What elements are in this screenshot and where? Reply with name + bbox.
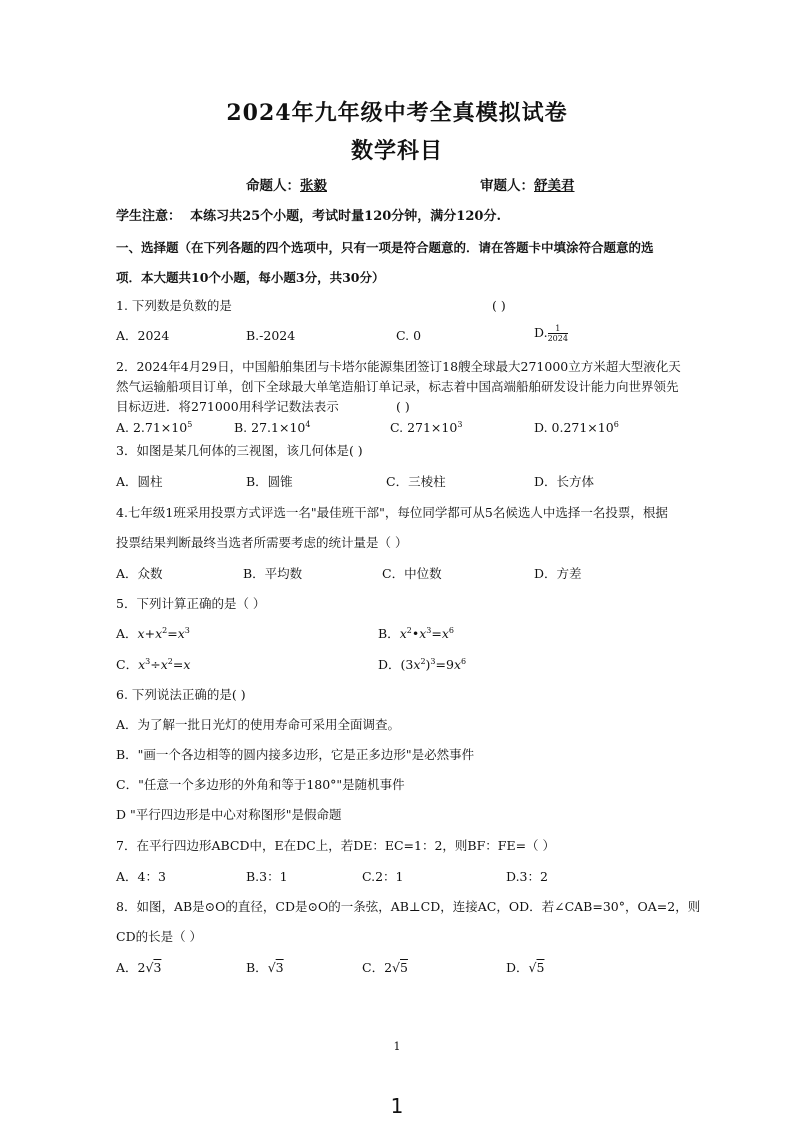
q1-fraction-den: 2024	[547, 334, 568, 343]
reviewer-label: 审题人：	[480, 178, 534, 194]
q2-option-a	[116, 420, 192, 436]
q6-stem: 6. 下列说法正确的是( )	[116, 687, 246, 702]
q7-option-a: A．4：3	[116, 869, 166, 884]
q8-option-d-label: D．	[506, 960, 529, 975]
q4-line1: 4.七年级1班采用投票方式评选一名"最佳班干部"，每位同学都可从5名候选人中选择一名投票，根据	[116, 505, 668, 520]
author-line	[246, 178, 327, 194]
q1-fraction-num: 1	[548, 324, 568, 334]
author-label: 命题人：	[246, 178, 300, 194]
notice-line	[116, 209, 501, 225]
q8-option-b: B．√3	[246, 960, 284, 975]
q8-option-c-radicand: 5	[400, 960, 408, 975]
q2-option-c-text: C. 271×10	[390, 420, 458, 435]
q1-paren: ( )	[492, 298, 506, 313]
q1-option-b: B.-2024	[246, 328, 296, 343]
q7-option-d: D.3：2	[506, 869, 548, 884]
q1-fraction	[548, 324, 568, 343]
q1-option-d	[534, 324, 568, 343]
q2-line1: 2．2024年4月29日，中国船舶集团与卡塔尔能源集团签订18艘全球最大271000立方米超大型液化天	[116, 359, 681, 374]
q8-option-a: A．2√3	[116, 960, 162, 975]
q8-option-a-label: A．2	[116, 960, 146, 975]
page-number-large: 1	[390, 1094, 404, 1118]
q5-option-b: B．$x^2•x^3=x^6$	[378, 625, 455, 641]
q3-option-b: B．圆锥	[246, 474, 293, 489]
q4-line2: 投票结果判断最终当选者所需要考虑的统计量是（ ）	[116, 535, 408, 550]
q5-option-a: A．$x+x^2=x^3$	[116, 625, 190, 641]
notice-text: 本练习共25个小题，考试时量120分钟，满分120分.	[190, 209, 501, 224]
q2-option-b-text: B. 27.1×10	[234, 420, 306, 435]
q2-option-a-exp: 5	[187, 419, 193, 429]
q5-option-a-label: A．	[116, 626, 138, 641]
q2-option-a-text: A. 2.71×10	[116, 420, 188, 435]
q6-option-a: A．为了解一批日光灯的使用寿命可采用全面调查。	[116, 717, 401, 732]
q2-option-d-text: D. 0.271×10	[534, 420, 614, 435]
q2-option-b-exp: 4	[305, 419, 311, 429]
q1-option-d-prefix: D.	[534, 325, 548, 340]
section1-line2: 项．本大题共10个小题，每小题3分，共30分）	[116, 270, 385, 285]
q4-option-d: D．方差	[534, 566, 582, 581]
notice-label: 学生注意：	[116, 209, 182, 224]
q3-option-d: D．长方体	[534, 474, 595, 489]
q2-option-d	[534, 420, 619, 436]
q4-option-a: A．众数	[116, 566, 163, 581]
q5-option-d: D．$(3x^2)^3=9x^6$	[378, 656, 467, 672]
page-number-small: 1	[393, 1040, 401, 1053]
q2-line2: 然气运输船项目订单，创下全球最大单笔造船订单记录，标志着中国高端船舶研发设计能力向世界领先	[116, 379, 679, 394]
q2-option-d-exp: 6	[613, 419, 619, 429]
q2-option-c-exp: 3	[457, 419, 463, 429]
q7-option-b: B.3：1	[246, 869, 288, 884]
q1-option-c: C. 0	[396, 328, 422, 343]
q2-option-b	[234, 420, 310, 436]
q8-option-d: D．√5	[506, 960, 545, 975]
section1-line1: 一、选择题（在下列各题的四个选项中，只有一项是符合题意的．请在答题卡中填涂符合题意的选	[116, 240, 654, 255]
q8-option-b-radicand: 3	[275, 960, 284, 975]
q5-stem: 5．下列计算正确的是（ ）	[116, 596, 266, 611]
q2-line3: 目标迈进．将271000用科学记数法表示	[116, 399, 339, 414]
q3-option-a: A．圆柱	[116, 474, 163, 489]
q1-stem: 1. 下列数是负数的是	[116, 298, 232, 313]
q1-option-a: A．2024	[116, 328, 170, 343]
q8-option-a-radicand: 3	[153, 960, 162, 975]
q4-option-c: C．中位数	[382, 566, 442, 581]
q8-option-c: C．2√5	[362, 960, 408, 975]
q8-line1: 8．如图，AB是⊙O的直径，CD是⊙O的一条弦，AB⊥CD，连接AC，OD．若∠CAB=30°，OA=2，则	[116, 899, 701, 914]
q8-option-c-label: C．2	[362, 960, 393, 975]
q7-stem: 7．在平行四边形ABCD中，E在DC上，若DE：EC=1：2，则BF：FE=（ ）	[116, 838, 556, 853]
exam-title: 2024年九年级中考全真模拟试卷	[226, 100, 568, 126]
q6-option-d: D "平行四边形是中心对称图形"是假命题	[116, 807, 342, 822]
q6-option-b: B．"画一个各边相等的圆内接多边形，它是正多边形"是必然事件	[116, 747, 475, 762]
q7-option-c: C.2：1	[362, 869, 404, 884]
q5-option-d-label: D．	[378, 657, 401, 672]
q4-option-b: B．平均数	[243, 566, 303, 581]
q2-paren: ( )	[396, 399, 410, 414]
author-name: 张毅	[300, 178, 327, 194]
q8-option-b-label: B．	[246, 960, 268, 975]
reviewer-name: 舒美君	[534, 178, 575, 194]
q3-option-c: C．三棱柱	[386, 474, 446, 489]
q3-stem: 3．如图是某几何体的三视图，该几何体是( )	[116, 443, 363, 458]
q5-option-c-label: C．	[116, 657, 139, 672]
q8-line2: CD的长是（ ）	[116, 929, 203, 944]
q6-option-c: C．"任意一个多边形的外角和等于180°"是随机事件	[116, 777, 405, 792]
exam-subject: 数学科目	[350, 138, 443, 164]
q2-option-c	[390, 420, 462, 436]
q5-option-b-label: B．	[378, 626, 400, 641]
q5-option-c: C．$x^3\div x^2=x$	[116, 656, 191, 672]
reviewer-line	[480, 178, 575, 194]
q8-option-d-radicand: 5	[536, 960, 545, 975]
